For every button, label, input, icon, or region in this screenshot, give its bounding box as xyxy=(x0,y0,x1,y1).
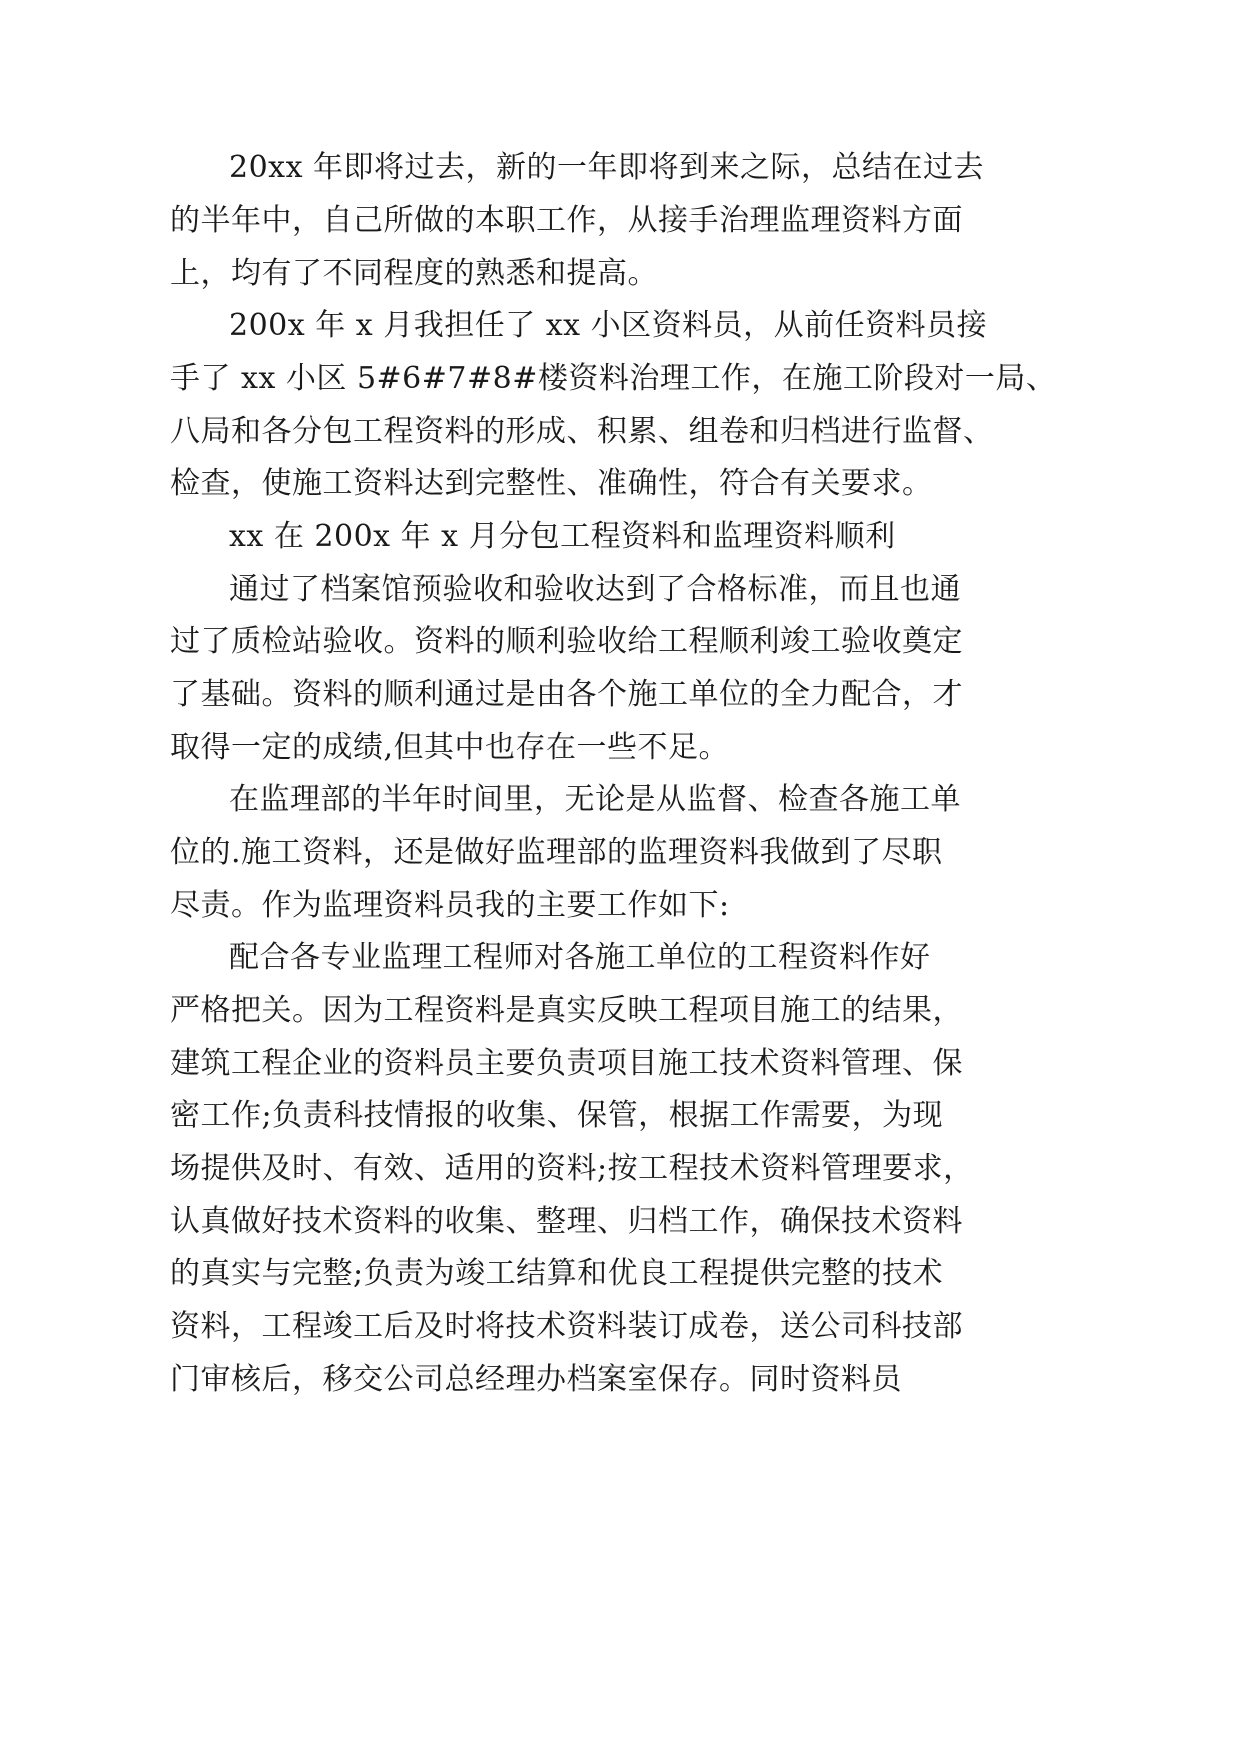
text-line: 密工作;负责科技情报的收集、保管，根据工作需要，为现 xyxy=(170,1098,944,1133)
text-line: 上，均有了不同程度的熟悉和提高。 xyxy=(170,256,658,291)
text-line: 场提供及时、有效、适用的资料;按工程技术资料管理要求， xyxy=(170,1151,974,1186)
text-line: 过了质检站验收。资料的顺利验收给工程顺利竣工验收奠定 xyxy=(170,624,963,659)
text-line: 位的.施工资料，还是做好监理部的监理资料我做到了尽职 xyxy=(170,835,943,870)
text-line: 严格把关。因为工程资料是真实反映工程项目施工的结果， xyxy=(170,993,963,1028)
text-line: 的半年中，自己所做的本职工作，从接手治理监理资料方面 xyxy=(170,203,963,238)
text-line: 取得一定的成绩,但其中也存在一些不足。 xyxy=(170,730,730,765)
text-line: 资料，工程竣工后及时将技术资料装订成卷，送公司科技部 xyxy=(170,1309,963,1344)
text-line: 认真做好技术资料的收集、整理、归档工作，确保技术资料 xyxy=(170,1204,963,1239)
text-line: 尽责。作为监理资料员我的主要工作如下: xyxy=(170,888,730,923)
text-line: 通过了档案馆预验收和验收达到了合格标准，而且也通 xyxy=(229,572,961,607)
text-line: 八局和各分包工程资料的形成、积累、组卷和归档进行监督、 xyxy=(170,414,994,449)
text-line: 在监理部的半年时间里，无论是从监督、检查各施工单 xyxy=(229,782,961,817)
text-line: 20xx 年即将过去，新的一年即将到来之际，总结在过去 xyxy=(229,150,985,185)
text-line: 的真实与完整;负责为竣工结算和优良工程提供完整的技术 xyxy=(170,1256,944,1291)
text-line: 200x 年 x 月我担任了 xx 小区资料员，从前任资料员接 xyxy=(229,308,988,343)
text-line: 了基础。资料的顺利通过是由各个施工单位的全力配合，才 xyxy=(170,677,963,712)
text-line: 建筑工程企业的资料员主要负责项目施工技术资料管理、保 xyxy=(170,1046,963,1081)
text-line: 门审核后，移交公司总经理办档案室保存。同时资料员 xyxy=(170,1362,902,1397)
text-line: 检查，使施工资料达到完整性、准确性，符合有关要求。 xyxy=(170,466,933,501)
text-line: xx 在 200x 年 x 月分包工程资料和监理资料顺利 xyxy=(229,519,896,554)
text-line: 手了 xx 小区 5#6#7#8#楼资料治理工作，在施工阶段对一局、 xyxy=(170,361,1057,396)
text-line: 配合各专业监理工程师对各施工单位的工程资料作好 xyxy=(229,940,931,975)
